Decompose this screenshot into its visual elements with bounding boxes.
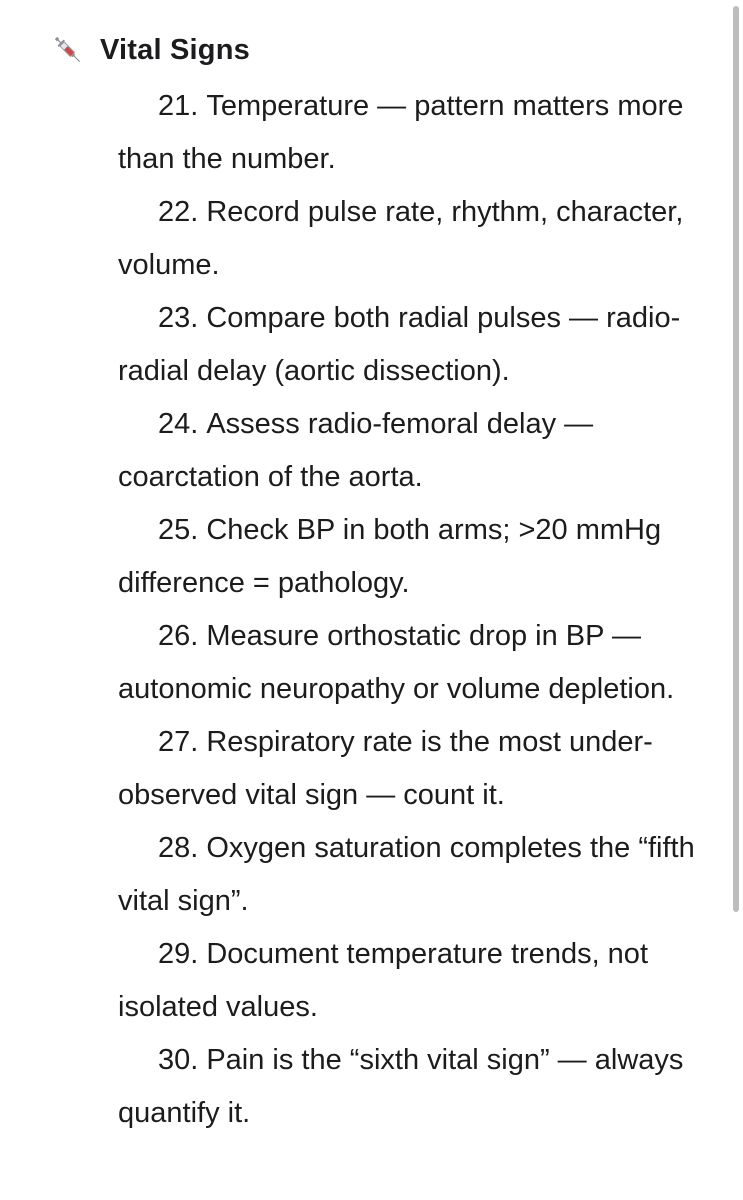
item-number: 29. (158, 938, 199, 970)
list-item (118, 822, 708, 928)
item-text: Oxygen saturation completes the “fifth vital sign”. (118, 832, 695, 917)
item-number: 30. (158, 1044, 199, 1076)
item-number: 22. (158, 196, 199, 228)
syringe-icon (50, 32, 86, 68)
item-text: Compare both radial pulses — radio-radial delay (aortic dissection). (118, 302, 681, 387)
scrollbar[interactable] (733, 6, 739, 912)
list-item (118, 292, 708, 398)
item-number: 21. (158, 90, 199, 122)
list-item (118, 928, 708, 1034)
list-item (118, 186, 708, 292)
list-item (118, 80, 708, 186)
section-title: Vital Signs (100, 33, 250, 66)
item-number: 23. (158, 302, 199, 334)
vital-signs-list (118, 80, 708, 1140)
item-text: Temperature — pattern matters more than the number. (118, 90, 684, 175)
item-text: Check BP in both arms; >20 mmHg difference = pathology. (118, 514, 662, 599)
list-item (118, 716, 708, 822)
item-number: 24. (158, 408, 199, 440)
list-item (118, 398, 708, 504)
item-number: 26. (158, 620, 199, 652)
item-number: 25. (158, 514, 199, 546)
item-number: 27. (158, 726, 199, 758)
item-text: Assess radio-femoral delay — coarctation of the aorta. (118, 408, 594, 493)
item-text: Document temperature trends, not isolated values. (118, 938, 648, 1023)
list-item (118, 1034, 708, 1140)
list-item (118, 610, 708, 716)
item-text: Pain is the “sixth vital sign” — always quantify it. (118, 1044, 684, 1129)
item-text: Measure orthostatic drop in BP — autonomic neuropathy or volume depletion. (118, 620, 675, 705)
item-number: 28. (158, 832, 199, 864)
item-text: Record pulse rate, rhythm, character, volume. (118, 196, 684, 281)
list-item (118, 504, 708, 610)
item-text: Respiratory rate is the most under-observed vital sign — count it. (118, 726, 653, 811)
section-header (50, 28, 250, 72)
